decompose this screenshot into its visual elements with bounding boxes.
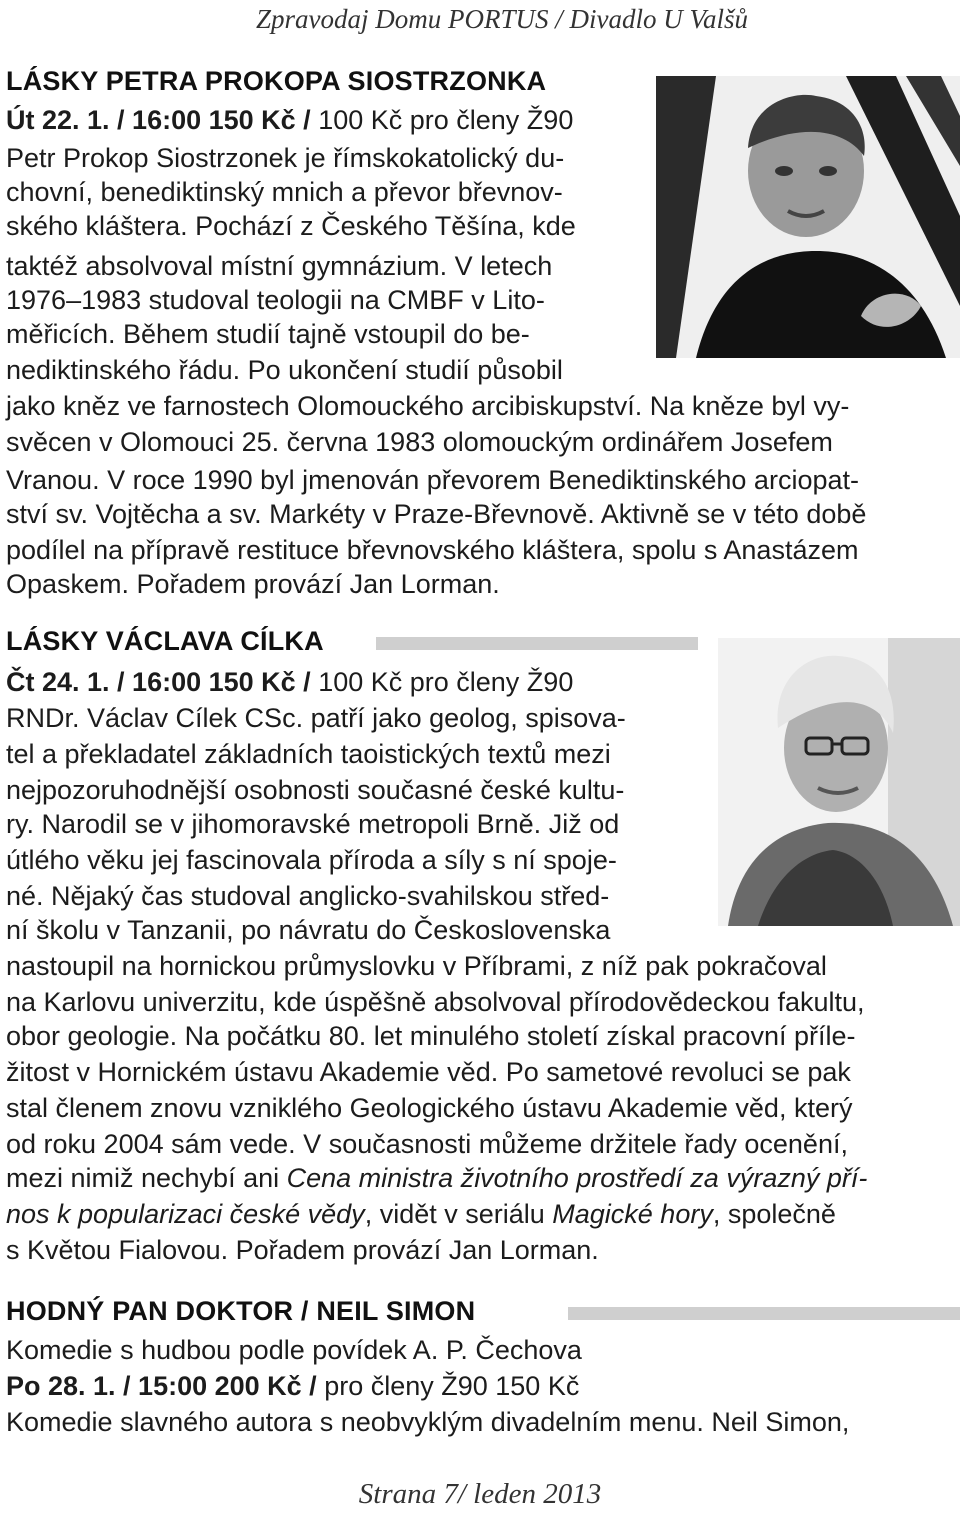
body-line: chovní, benediktinský mnich a převor břevnov- (6, 177, 563, 207)
body-line: obor geologie. Na počátku 80. let minulého století získal pracovní příle- (6, 1021, 856, 1051)
event-info (6, 104, 573, 136)
body-line: RNDr. Václav Cílek CSc. patří jako geolog, spisova- (6, 703, 626, 733)
article-heading: HODNÝ PAN DOKTOR / NEIL SIMON (6, 1296, 476, 1326)
body-line: jako kněz ve farnostech Olomouckého arcibiskupství. Na kněze byl vy- (6, 391, 850, 421)
body-line: nastoupil na hornickou průmyslovku v Příbrami, z níž pak pokračoval (6, 951, 827, 981)
body-line: né. Nějaký čas studoval anglicko-svahilskou střed- (6, 881, 610, 911)
newsletter-title: Zpravodaj Domu PORTUS / Divadlo U Valšů (256, 4, 748, 34)
body-line: ství sv. Vojtěcha a sv. Markéty v Praze-Břevnově. Aktivně se v této době (6, 499, 867, 529)
body-line: nediktinského řádu. Po ukončení studií působil (6, 355, 563, 385)
body-text: , vidět v seriálu (364, 1199, 553, 1229)
page-footer: Strana 7/ leden 2013 (358, 1478, 602, 1510)
event-member-price: 100 Kč pro členy Ž90 (310, 105, 574, 135)
body-line: žitost v Hornickém ústavu Akademie věd. Po sametové revoluci se pak (6, 1057, 851, 1087)
event-member-price: 100 Kč pro členy Ž90 (310, 667, 574, 697)
article-heading: LÁSKY PETRA PROKOPA SIOSTRZONKA (6, 66, 547, 96)
body-line: Komedie slavného autora s neobvyklým divadelním menu. Neil Simon, (6, 1407, 850, 1437)
event-date-price: Čt 24. 1. / 16:00 150 Kč / (6, 667, 311, 697)
body-line: podílel na přípravě restituce břevnovského kláštera, spolu s Anastázem (6, 535, 859, 565)
body-line: na Karlovu univerzitu, kde úspěšně absolvoval přírodovědeckou fakultu, (6, 987, 865, 1017)
body-line: ní školu v Tanzanii, po návratu do Československa (6, 915, 611, 945)
body-line (6, 1162, 867, 1194)
body-line: svěcen v Olomouci 25. června 1983 olomouckým ordinářem Josefem (6, 427, 833, 457)
portrait-photo (656, 76, 960, 358)
body-line: ry. Narodil se v jihomoravské metropoli Brně. Již od (6, 809, 620, 839)
body-line: nejpozoruhodnější osobnosti současné české kultu- (6, 775, 625, 805)
body-line: taktéž absolvoval místní gymnázium. V letech (6, 251, 553, 281)
body-line: Vranou. V roce 1990 byl jmenován převorem Benediktinského arciopat- (6, 465, 859, 495)
body-line: Petr Prokop Siostrzonek je římskokatolický du- (6, 143, 565, 173)
event-info (6, 1370, 579, 1402)
event-date-price: Út 22. 1. / 16:00 150 Kč / (6, 105, 311, 135)
body-line: ského kláštera. Pochází z Českého Těšína, kde (6, 211, 576, 241)
body-line: stal členem znovu vzniklého Geologického ústavu Akademie věd, který (6, 1093, 853, 1123)
event-info (6, 666, 573, 698)
body-line (6, 1198, 836, 1230)
body-line: s Květou Fialovou. Pořadem provází Jan Lorman. (6, 1235, 599, 1265)
event-date-price: Po 28. 1. / 15:00 200 Kč / (6, 1371, 317, 1401)
article-heading: LÁSKY VÁCLAVA CÍLKA (6, 626, 324, 656)
body-line: 1976–1983 studoval teologii na CMBF v Lito- (6, 285, 545, 315)
heading-rule (568, 1307, 960, 1320)
series-name: Magické hory (552, 1199, 713, 1229)
body-line: tel a překladatel základních taoistických textů mezi (6, 739, 611, 769)
body-text: , společně (712, 1199, 836, 1229)
portrait-photo (718, 638, 960, 926)
body-line: útlého věku jej fascinovala příroda a síly s ní spoje- (6, 845, 617, 875)
body-line: měřicích. Během studií tajně vstoupil do be- (6, 319, 530, 349)
body-line: od roku 2004 sám vede. V současnosti můžeme držitele řady ocenění, (6, 1129, 848, 1159)
event-member-price: pro členy Ž90 150 Kč (316, 1371, 580, 1401)
award-name: Cena ministra životního prostředí za výrazný pří- (286, 1163, 868, 1193)
heading-rule (376, 637, 698, 650)
award-name: nos k popularizaci české vědy (6, 1199, 365, 1229)
body-text: mezi nimiž nechybí ani (6, 1163, 287, 1193)
subtitle: Komedie s hudbou podle povídek A. P. Čechova (6, 1335, 582, 1365)
body-line: Opaskem. Pořadem provází Jan Lorman. (6, 569, 500, 599)
